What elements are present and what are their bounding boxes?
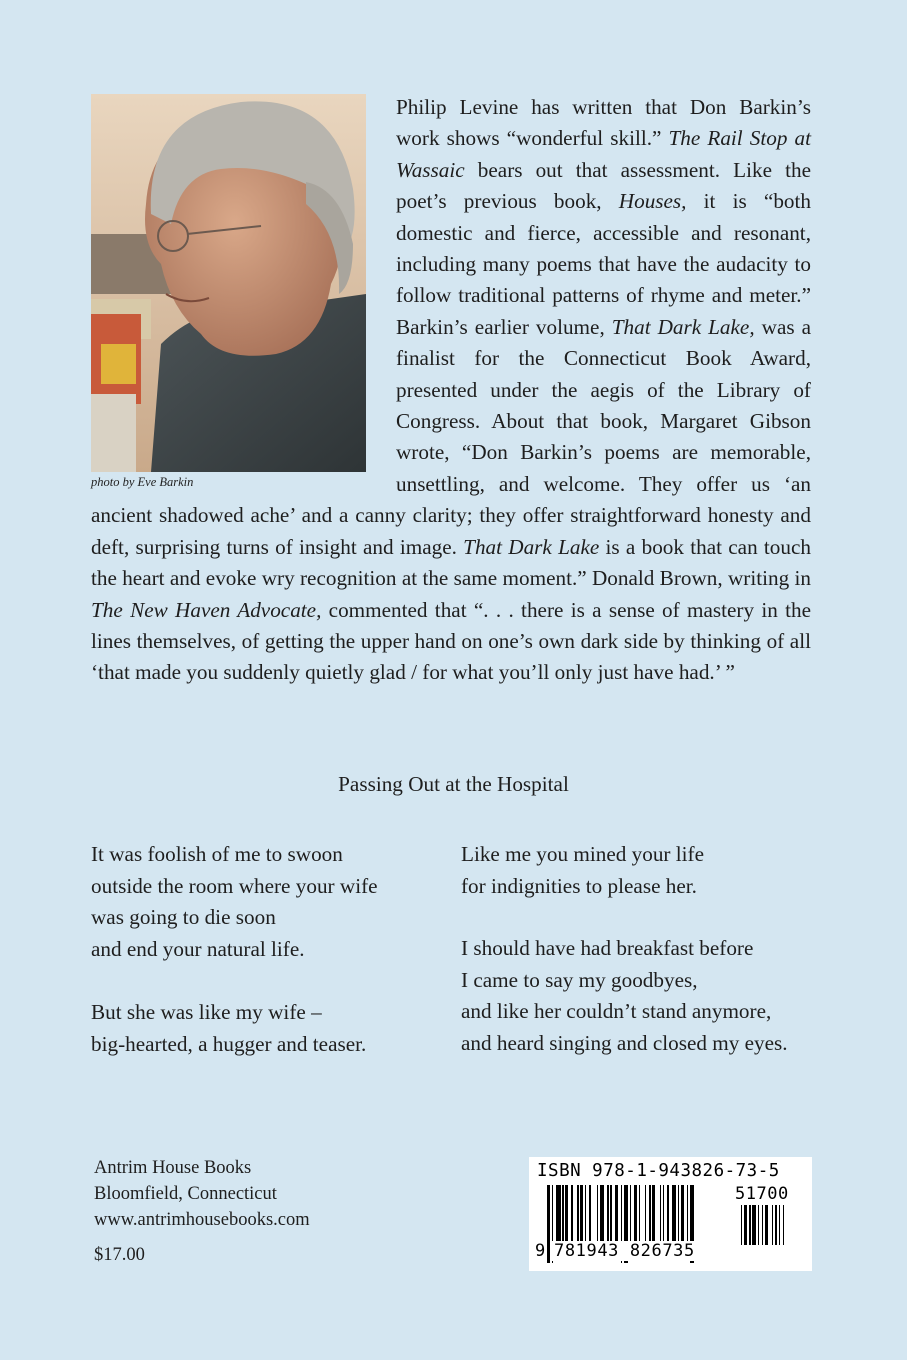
barcode-bar <box>589 1185 591 1247</box>
barcode-bar <box>678 1185 680 1247</box>
barcode-bar <box>600 1185 605 1247</box>
photo-caption: photo by Eve Barkin <box>91 475 194 489</box>
poem-left-stanza-1 <box>91 839 378 965</box>
barcode-bar <box>681 1185 684 1247</box>
barcode-addon-bar <box>744 1205 747 1245</box>
poem-line: I should have had breakfast before <box>461 936 754 960</box>
poem-line: and heard singing and closed my eyes. <box>461 1030 788 1055</box>
publisher-website: www.antrimhousebooks.com <box>94 1210 310 1230</box>
blurb-text-1: Philip Levine has written that Don Barkin’s work shows “wonderful skill.” <box>396 95 811 151</box>
barcode-price-code: 51700 <box>735 1184 789 1204</box>
barcode-bar <box>663 1185 665 1247</box>
barcode-addon-bar <box>772 1205 773 1245</box>
blurb-text-6: commented that “. . . there is a sense of mastery in the lines themselves, of getting the upper hand on one’s own dark side by thinking of all ‘that made you suddenly quietly glad / for what you’ll only just have had.’ ” <box>91 597 811 685</box>
poem-line: big-hearted, a hugger and teaser. <box>91 1031 367 1056</box>
poem-title: Passing Out at the Hospital <box>338 772 569 796</box>
publisher-name: Antrim House Books <box>94 1158 252 1178</box>
barcode-bar <box>547 1185 550 1263</box>
barcode-bar <box>630 1185 632 1247</box>
barcode-bar <box>571 1185 573 1247</box>
blurb-title-houses: Houses, <box>618 189 687 214</box>
barcode-addon-bar <box>758 1205 759 1245</box>
barcode-bar <box>597 1185 599 1247</box>
poem-line: and like her couldn’t stand anymore, <box>461 999 772 1024</box>
barcode-bar <box>565 1185 568 1247</box>
poem-right-stanza-1 <box>461 839 704 902</box>
book-blurb <box>91 92 811 689</box>
barcode-bar <box>562 1185 564 1247</box>
barcode-bar <box>580 1185 583 1247</box>
blurb-title-rail-stop: The Rail Stop at Wassaic <box>396 126 811 182</box>
barcode-bar <box>667 1185 669 1247</box>
blurb-title-dark-lake: That Dark Lake, <box>611 314 755 339</box>
blurb-title-dark-lake-2: That Dark Lake <box>463 534 600 559</box>
barcode-addon-bar <box>779 1205 780 1245</box>
isbn-label: ISBN 978-1-943826-73-5 <box>537 1161 780 1181</box>
photo-float-spacer <box>91 92 396 497</box>
barcode-bar <box>556 1185 561 1247</box>
isbn-barcode <box>529 1157 812 1271</box>
barcode-addon-bar <box>752 1205 756 1245</box>
barcode-bar <box>610 1185 612 1247</box>
barcode-digits: 781943 826735 <box>554 1241 695 1261</box>
barcode-lead-digit: 9 <box>535 1241 546 1261</box>
barcode-addon-bar <box>765 1205 768 1245</box>
barcode-bar <box>645 1185 647 1247</box>
poem-line: outside the room where your wife <box>91 873 378 898</box>
barcode-bar <box>585 1185 587 1247</box>
poem-line: was going to die soon <box>91 905 276 930</box>
barcode-addon-bar <box>741 1205 742 1245</box>
blurb-title-new-haven-advocate: The New Haven Advocate, <box>91 597 322 622</box>
barcode-addon-bars <box>741 1205 803 1245</box>
publisher-location: Bloomfield, Connecticut <box>94 1184 277 1204</box>
barcode-addon-bar <box>783 1205 784 1245</box>
poem-line: It was foolish of me to swoon <box>91 842 343 866</box>
barcode-bar <box>634 1185 637 1247</box>
barcode-bar <box>577 1185 579 1247</box>
barcode-bar <box>649 1185 651 1247</box>
poem-right-stanza-2 <box>461 933 788 1059</box>
barcode-addon-bar <box>749 1205 750 1245</box>
blurb-text-4: was a finalist for the Connecticut Book Award, presented under the aegis of the Library of Congress. About that book, Margaret Gibson wrote, “Don Barkin’s poems are memorable, unsettling, and welcome. They offer us ‘an ancient shadowed ache’ and a canny clarity; they offer straightforward honesty and deft, surprising turns of insight and image. <box>91 314 811 559</box>
blurb-text-3: it is “both domestic and fierce, accessible and resonant, including many poems that have the audacity to follow traditional patterns of rhyme and meter.” Barkin’s earlier volume, <box>396 189 812 339</box>
barcode-bar <box>607 1185 609 1247</box>
barcode-addon-bar <box>775 1205 778 1245</box>
barcode-addon-bar <box>762 1205 763 1245</box>
publisher-info <box>94 1155 310 1233</box>
barcode-bar <box>639 1185 641 1247</box>
barcode-bar <box>672 1185 677 1247</box>
poem-line: I came to say my goodbyes, <box>461 967 698 992</box>
poem-line: for indignities to please her. <box>461 873 697 898</box>
blurb-text-2: bears out that assessment. Like the poet’s previous book, <box>396 157 811 214</box>
poem-line: Like me you mined your life <box>461 842 705 866</box>
poem-left-stanza-2 <box>91 997 366 1060</box>
barcode-bar <box>687 1185 689 1247</box>
poem-line: But she was like my wife – <box>91 1000 322 1024</box>
barcode-bar <box>660 1185 662 1247</box>
barcode-bar <box>652 1185 655 1247</box>
barcode-bar <box>615 1185 618 1247</box>
poem-line: and end your natural life. <box>91 936 305 961</box>
price: $17.00 <box>94 1245 145 1265</box>
blurb-text-5: is a book that can touch the heart and evoke wry recognition at the same moment.” Donald Brown, writing in <box>91 534 811 591</box>
